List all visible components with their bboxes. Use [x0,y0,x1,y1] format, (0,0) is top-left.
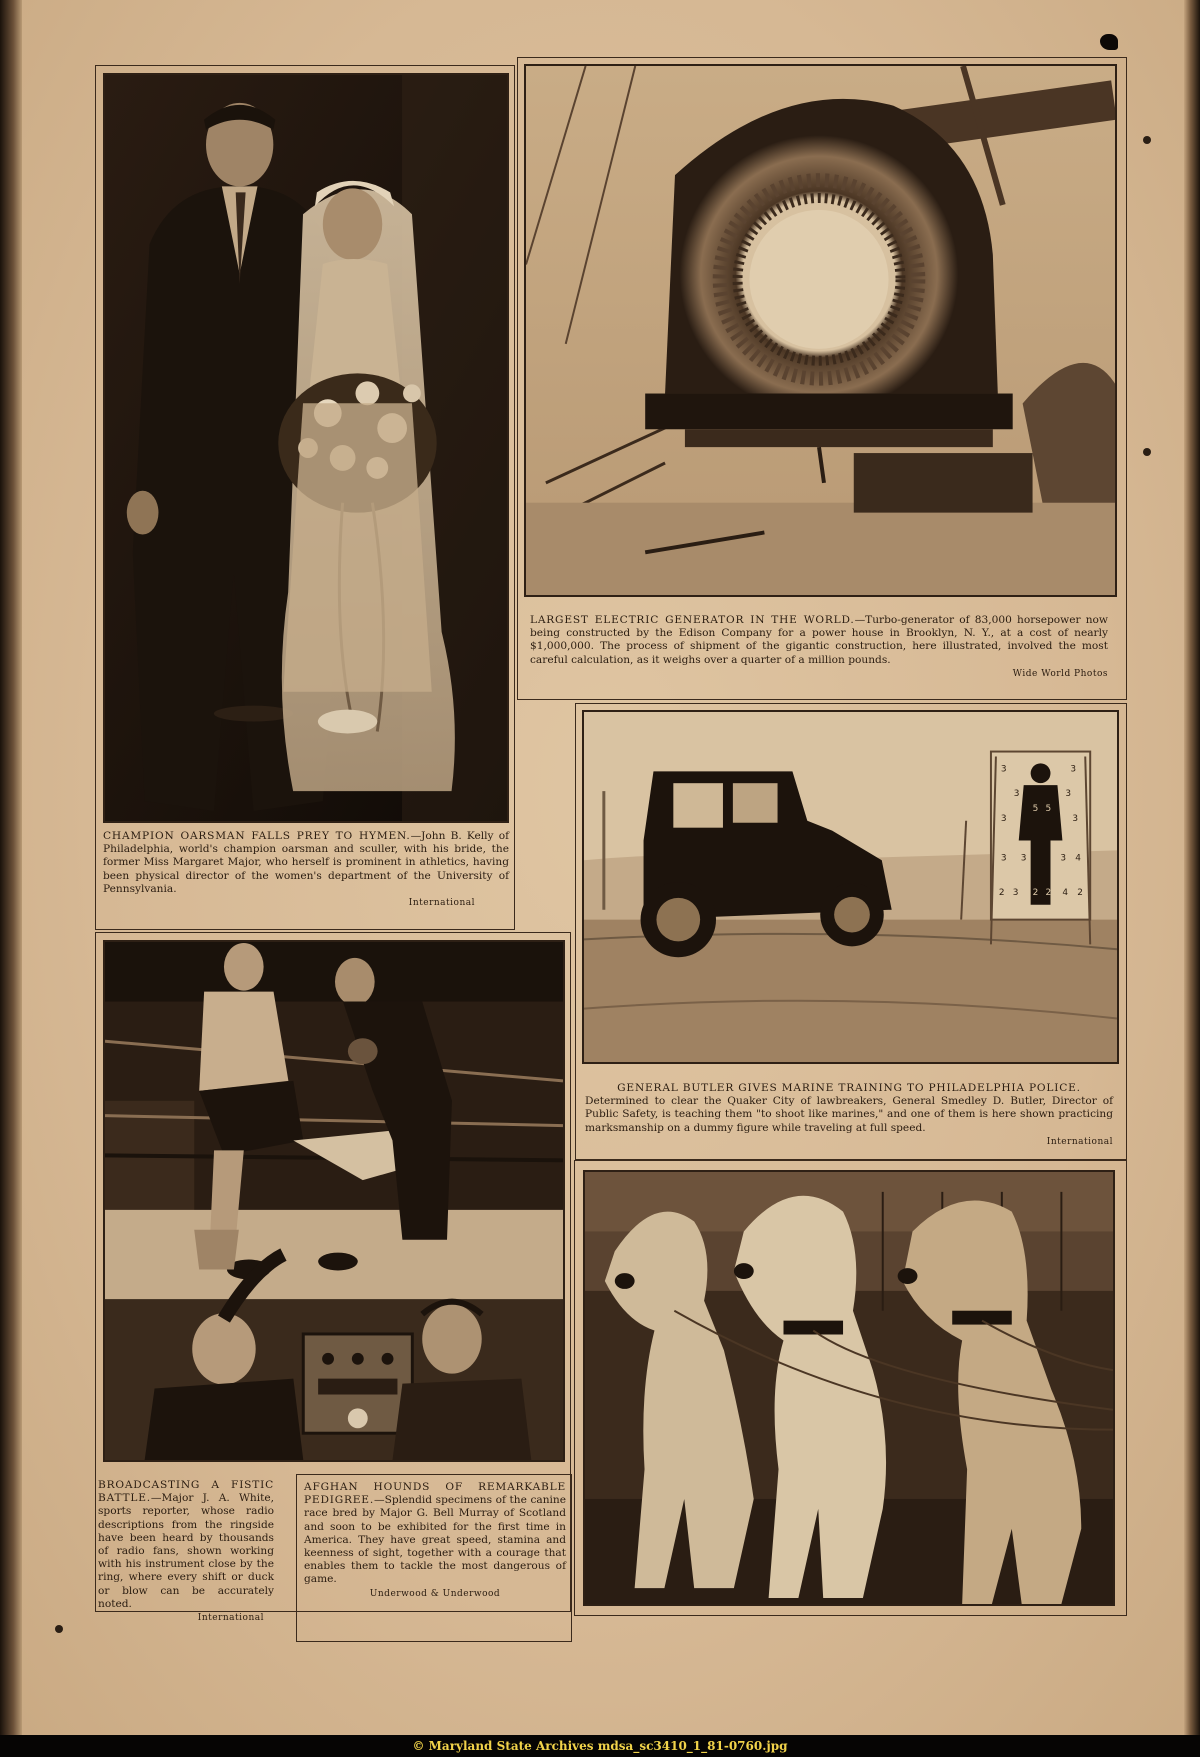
boxing-headline: BROADCASTING A FISTIC BATTLE. [98,1479,274,1505]
police-source: International [1046,1136,1113,1147]
generator-caption [530,614,1108,681]
police-caption [585,1082,1113,1149]
target-score: 3 [1060,853,1067,864]
target-score: 3 [1013,789,1020,800]
boxing-body: —Major J. A. White, sports reporter, whose radio descriptions from the ringside have been heard by thousands of radio fans, shown working with his instrument close by the ring, where every shift or duck or blow can be accurately noted. [98,1492,274,1610]
target-score: 3 [1000,764,1007,775]
punch-hole [1143,448,1151,456]
target-score: 5 [1032,803,1039,814]
target-score: 2 [1032,887,1039,898]
police-photo [582,710,1119,1064]
hounds-headline: AFGHAN HOUNDS OF REMARKABLE PEDIGREE. [304,1481,566,1507]
punch-hole [1143,136,1151,144]
target-score: 3 [1020,853,1027,864]
wedding-source: International [408,898,475,909]
target-score: 2 [1045,887,1052,898]
target-score: 3 [1000,813,1007,824]
generator-photo [524,64,1117,597]
hounds-photo [583,1170,1115,1606]
archive-credit: © Maryland State Archives mdsa_sc3410_1_81-0760.jpg [412,1739,788,1753]
boxing-caption [98,1479,274,1625]
hounds-caption [304,1481,566,1601]
target-score: 3 [1000,853,1007,864]
generator-body: —Turbo-generator of 83,000 horsepower now being constructed by the Edison Company for a power house in Brooklyn, N. Y., at a cost of nearly $1,000,000. The process of shipment of the gigantic construction, here illustrated, involved the most careful calculation, as it weighs over a quarter of a million pounds. [530,614,1108,666]
target-score: 2 [998,887,1005,898]
wedding-photo [103,73,509,823]
target-score: 4 [1075,853,1081,864]
wedding-body: —John B. Kelly of Philadelphia, world's champion oarsman and sculler, with his bride, the former Miss Margaret Major, who herself is prominent in athletics, having been physical director of the women's department of the University of Pennsylvania. [103,830,509,895]
ink-blot [1100,34,1118,50]
boxing-source: International [197,1613,264,1624]
wedding-caption [103,830,509,910]
hounds-source: Underwood & Underwood [369,1588,501,1599]
wedding-headline: CHAMPION OARSMAN FALLS PREY TO HYMEN. [103,830,411,842]
target-score: 3 [1012,887,1019,898]
page-edge-left [0,0,22,1757]
target-score: 2 [1077,887,1083,898]
target-score: 5 [1045,803,1052,814]
target-score: 3 [1070,764,1077,775]
target-score: 4 [1062,887,1069,898]
generator-headline: LARGEST ELECTRIC GENERATOR IN THE WORLD. [530,614,855,626]
boxing-photo [103,940,565,1462]
police-headline: GENERAL BUTLER GIVES MARINE TRAINING TO PHILADELPHIA POLICE. [617,1082,1081,1094]
police-body: Determined to clear the Quaker City of lawbreakers, General Smedley D. Butler, Director of Public Safety, is teaching them "to shoot like marines," and one of them is here shown practicing marksmanship on a dummy figure while traveling at full speed. [585,1095,1113,1134]
hounds-body: —Splendid specimens of the canine race bred by Major G. Bell Murray of Scotland and soon to be exhibited for the first time in America. They have great speed, stamina and keenness of sight, together with a courage that enables them to tackle the most dangerous of game. [304,1494,566,1586]
generator-source: Wide World Photos [1012,668,1108,679]
page-edge-right [1184,0,1200,1757]
punch-hole [55,1625,63,1633]
target-score: 3 [1065,789,1072,800]
target-score: 3 [1072,813,1079,824]
